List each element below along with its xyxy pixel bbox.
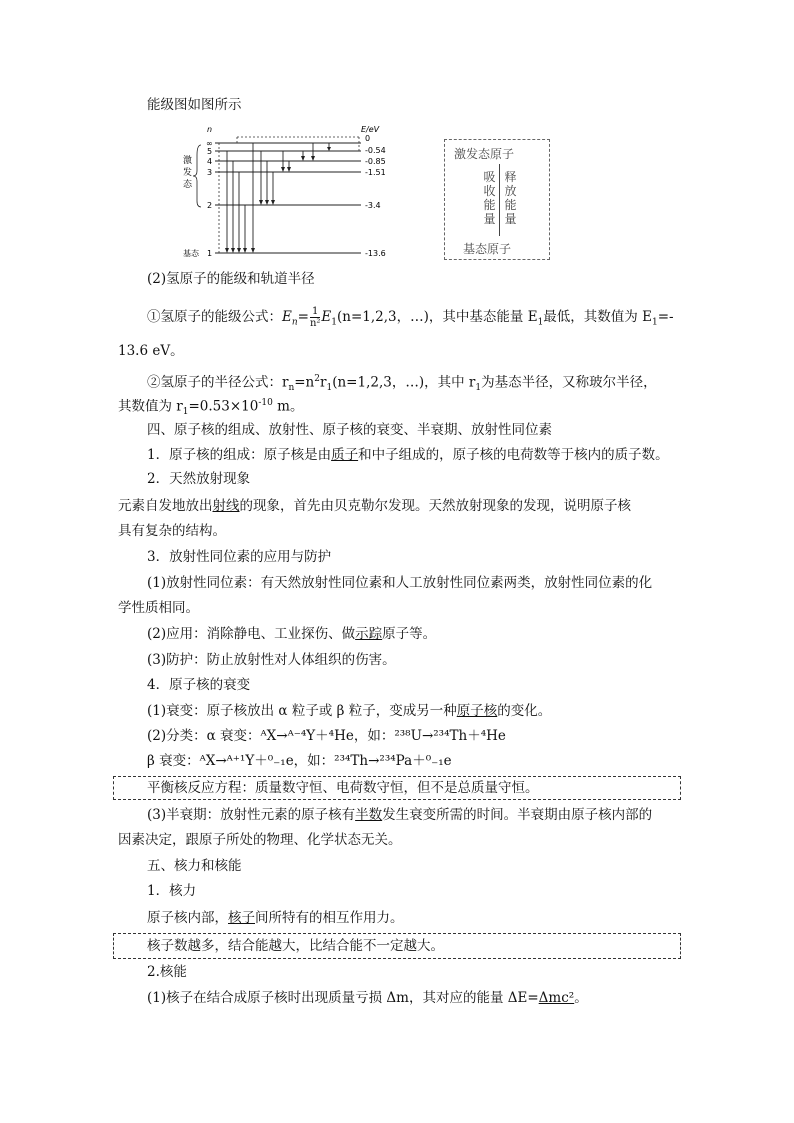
energy-label-2: -3.4	[365, 201, 381, 210]
energy-label-inf: 0	[365, 134, 371, 143]
n-label-4: 4	[207, 157, 213, 166]
absorb-energy-label: 吸 收 能 量	[483, 170, 496, 226]
half-life-line-1: (3)半衰期：放射性元素的原子核有半数发生衰变所需的时间。半衰期由原子核内部的	[147, 807, 653, 823]
nuclear-energy-heading: 2.核能	[147, 964, 187, 980]
ground-label: 基态	[183, 249, 199, 258]
e-axis-label: E/eV	[361, 125, 380, 134]
alpha-decay-line: (2)分类：α 衰变：ᴬX→ᴬ⁻⁴Y＋⁴He，如：²³⁸U→²³⁴Th＋⁴He	[147, 728, 506, 744]
n-label-2: 2	[207, 201, 213, 210]
decay-definition-line: (1)衰变：原子核放出 α 粒子或 β 粒子，变成另一种原子核的变化。	[147, 703, 552, 719]
energy-label-4: -0.85	[365, 157, 386, 166]
mass-defect-line: (1)核子在结合成原子核时出现质量亏损 Δm，其对应的能量 ΔE=Δmc²。	[147, 990, 588, 1006]
natural-radioactivity-line-1: 元素自发地放出射线的现象，首先由贝克勒尔发现。天然放射现象的发现，说明原子核	[118, 498, 631, 514]
isotope-heading: 3．放射性同位素的应用与防护	[147, 549, 332, 565]
transition-arrow-line	[499, 164, 500, 236]
natural-radioactivity-line-2: 具有复杂的结构。	[118, 523, 226, 539]
isotope-application-line: (2)应用：消除静电、工业探伤、做示踪原子等。	[147, 626, 437, 642]
nucleus-composition-line: 1．原子核的组成：原子核是由质子和中子组成的，原子核的电荷数等于核内的质子数。	[147, 447, 669, 463]
half-life-line-2: 因素决定，跟原子所处的物理、化学状态无关。	[118, 832, 402, 848]
energy-level-diagram	[183, 121, 403, 265]
energy-formula-line: ①氢原子的能级公式：$E_n=$ $\frac{1}{\text{n²}}$ $E_1(n=1,2,3$，…)，其中基态能量 $E_1$最低，其数值为 $E_1=-$	[147, 306, 674, 329]
natural-radioactivity-heading: 2．天然放射现象	[147, 471, 251, 487]
binding-energy-note: 核子数越多，结合能越大，比结合能不一定越大。	[147, 938, 444, 954]
isotope-protection-line: (3)防护：防止放射性对人体组织的伤害。	[147, 652, 396, 668]
excited-label: 激 发 态	[183, 156, 193, 190]
nuclear-force-heading: 1．核力	[147, 883, 197, 899]
energy-label-3: -1.51	[365, 168, 386, 177]
section-4-heading: 四、原子核的组成、放射性、原子核的衰变、半衰期、放射性同位素	[147, 422, 552, 438]
beta-decay-line: β 衰变：ᴬX→ᴬ⁺¹Y＋⁰₋₁e，如：²³⁴Th→²³⁴Pa＋⁰₋₁e	[147, 753, 452, 769]
intro-line: 能级图如图所示	[147, 97, 242, 113]
state-transition-box	[444, 139, 550, 260]
excited-atom-label: 激发态原子	[454, 147, 515, 161]
isotope-line-2: 学性质相同。	[118, 600, 199, 616]
release-energy-label: 释 放 能 量	[504, 170, 517, 226]
energy-label-5: -0.54	[365, 146, 386, 155]
isotope-line-1: (1)放射性同位素：有天然放射性同位素和人工放射性同位素两类，放射性同位素的化	[147, 575, 653, 591]
n-label-3: 3	[207, 168, 213, 177]
energy-level-svg	[183, 121, 403, 261]
nuclear-force-line: 原子核内部，核子间所特有的相互作用力。	[147, 910, 404, 926]
radius-value-line: 其数值为 $r_1=0.53\times 10^{-10}$ m。	[118, 398, 304, 418]
n-label-1: 1	[207, 249, 213, 258]
energy-level-heading: (2)氢原子的能级和轨道半径	[147, 271, 315, 287]
n-axis-label: n	[207, 125, 213, 134]
n-label-5: 5	[207, 147, 213, 156]
ground-atom-label: 基态原子	[463, 242, 512, 256]
energy-value-line: 13.6 eV。	[118, 343, 184, 359]
decay-heading: 4．原子核的衰变	[147, 677, 251, 693]
radius-formula-line: ②氢原子的半径公式：$r_n=n^2r_1(n=1,2,3$，…)，其中 $r_1$为基态半径，又称玻尔半径，	[147, 374, 657, 394]
energy-label-1: -13.6	[365, 249, 386, 258]
conservation-note: 平衡核反应方程：质量数守恒、电荷数守恒，但不是总质量守恒。	[147, 780, 539, 796]
n-label-inf: ∞	[206, 139, 213, 148]
section-5-heading: 五、核力和核能	[147, 858, 242, 874]
